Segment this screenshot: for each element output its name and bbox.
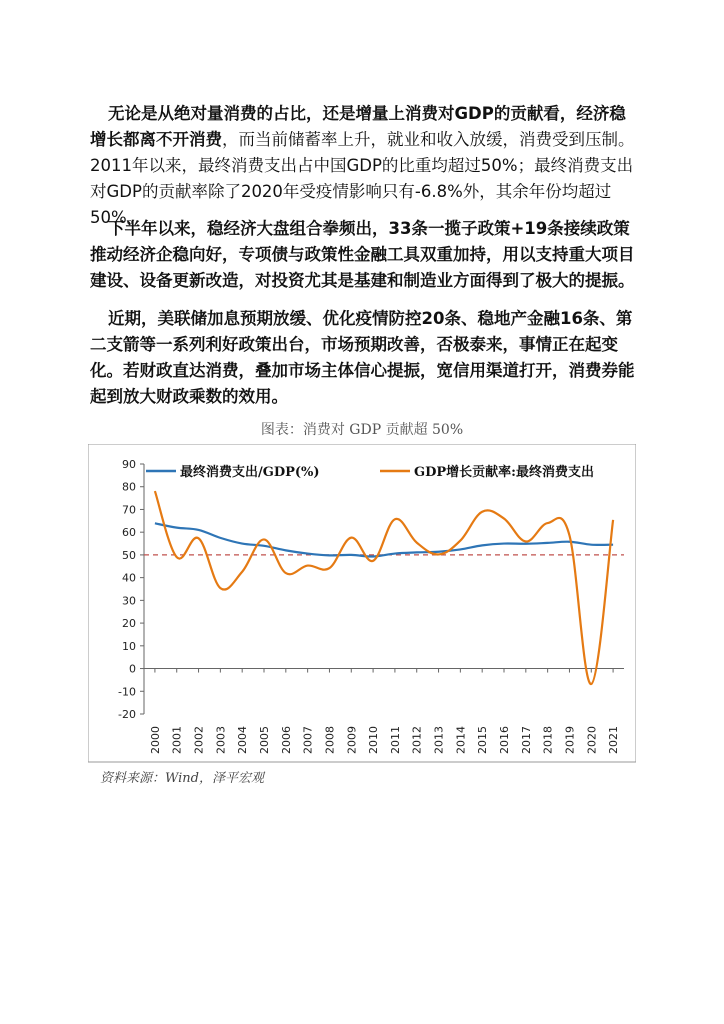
y-tick-label: 80 [122,480,136,494]
paragraph-2-bold: 下半年以来，稳经济大盘组合拳频出，33条一揽子政策+19条接续政策推动经济企稳向好，专项债与政策性金融工具双重加持，用以支持重大项目建设、设备更新改造，对投资尤其是基建和制造业方面得到了极大的提振。 [90,219,635,290]
y-tick-label: -20 [118,708,136,721]
y-tick-label: 10 [122,639,136,653]
paragraph-2 [90,216,636,294]
legend-label-consumption-share: 最终消费支出/GDP(%) [180,465,320,480]
x-tick-label: 2013 [432,726,446,754]
paragraph-1 [90,101,636,231]
x-tick-label: 2012 [410,726,424,754]
x-tick-label: 2015 [476,726,490,754]
x-tick-label: 2007 [301,726,315,754]
x-tick-label: 2014 [454,726,468,754]
x-tick-label: 2003 [214,726,228,754]
x-tick-label: 2016 [498,726,511,754]
y-tick-label: 0 [129,662,136,676]
x-tick-label: 2005 [258,726,271,754]
x-tick-label: 2018 [541,726,555,754]
x-tick-label: 2009 [345,726,359,754]
paragraph-3-bold: 近期，美联储加息预期放缓、优化疫情防控20条、稳地产金融16条、第二支箭等一系列利好政策出台，市场预期改善，否极泰来，事情正在起变化。若财政直达消费，叠加市场主体信心提振，宽信用渠道打开，消费券能起到放大财政乘数的效用。 [90,309,635,406]
y-tick-label: 60 [122,526,136,540]
y-tick-label: 40 [122,571,136,585]
y-tick-label: 20 [122,617,136,631]
chart-frame [88,444,636,762]
x-tick-label: 2019 [563,726,577,754]
x-tick-label: 2010 [367,726,381,754]
consumption-gdp-chart [88,444,636,764]
x-tick-label: 2001 [170,726,184,754]
paragraph-1-bold: 无论是从绝对量消费的占比，还是增量上消费对GDP的贡献看，经济稳增长都离不开消费 [90,104,626,149]
x-tick-label: 2006 [279,726,293,754]
x-tick-label: 2020 [585,726,599,754]
y-tick-label: -10 [118,685,136,699]
x-tick-label: 2008 [323,726,337,754]
y-tick-label: 90 [122,458,136,471]
paragraph-3 [90,306,636,410]
x-tick-label: 2004 [236,726,250,754]
y-tick-label: 70 [122,503,136,517]
x-tick-label: 2017 [519,726,533,754]
x-tick-label: 2011 [388,726,402,754]
source-note: 资料来源：Wind，泽平宏观 [100,771,264,786]
y-tick-label: 50 [122,548,136,562]
figure-title: 图表：消费对 GDP 贡献超 50% [260,422,464,438]
x-tick-label: 2000 [148,726,162,754]
x-tick-label: 2021 [607,726,621,754]
legend-label-consumption-contribution: GDP增长贡献率:最终消费支出 [414,465,594,480]
paragraph-1-text: ，而当前储蓄率上升，就业和收入放缓，消费受到压制。2011年以来，最终消费支出占中国GDP的比重均超过50%；最终消费支出对GDP的贡献率除了2020年受疫情影响只有-6.8%外，其余年份均超过50%。 [90,130,635,227]
x-tick-label: 2002 [192,726,206,754]
y-tick-label: 30 [122,594,136,608]
